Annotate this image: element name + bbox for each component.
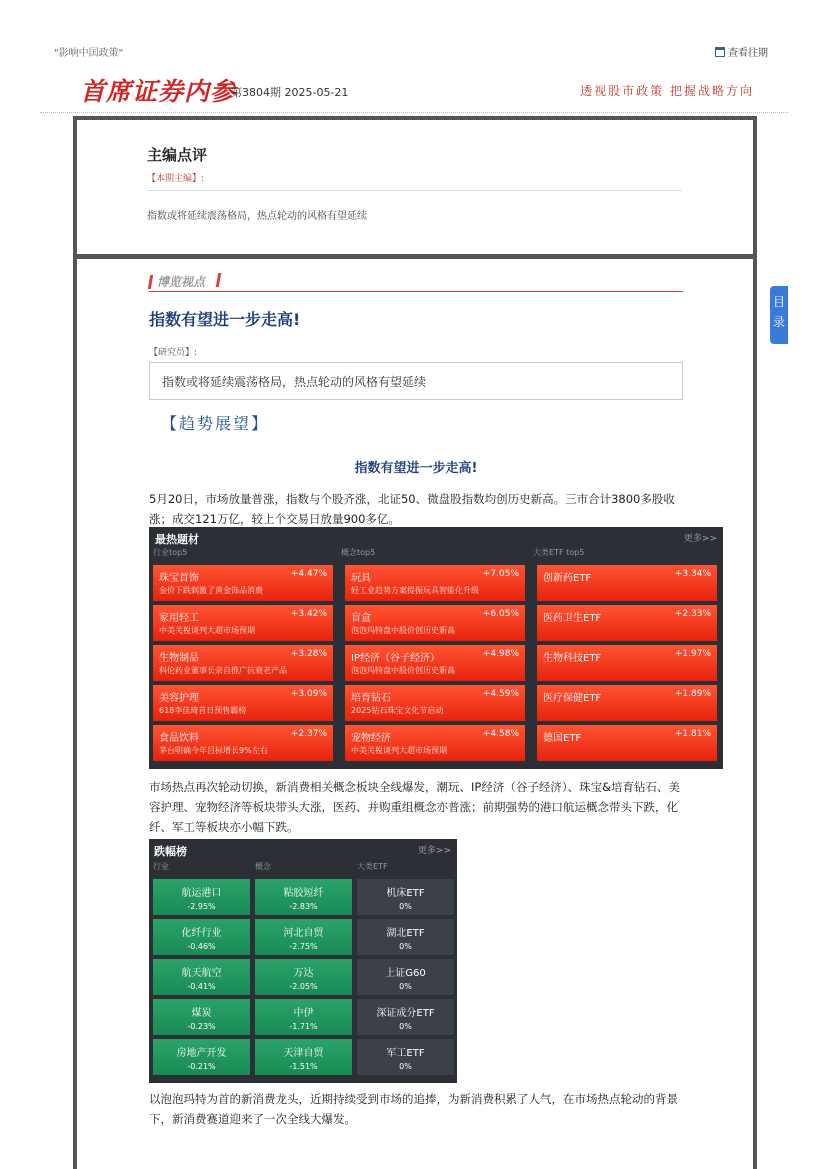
paragraph-2: 市场热点再次轮动切换，新消费相关概念板块全线爆发，潮玩、IP经济（谷子经济）、珠宝&培育钻石、美容护理、宠物经济等板块带头大涨，医药、并购重组概念亦普涨；前期强势的港口航运概念带头下跌，化纤、军工等板块亦小幅下跌。 xyxy=(149,780,681,834)
cell-percent: 0% xyxy=(399,1062,412,1071)
cell-name: 万达 xyxy=(293,968,314,979)
cell-percent: +3.28% xyxy=(290,649,327,659)
cell-name: 天津自贸 xyxy=(283,1048,324,1059)
drop-industry-cell[interactable] xyxy=(153,959,250,995)
drop-concept-cell[interactable] xyxy=(255,1039,352,1075)
drop-etf-cell[interactable] xyxy=(357,879,454,915)
cell-description: 中美关税谈判大超市场预期 xyxy=(159,626,255,635)
cell-percent: 0% xyxy=(399,1022,412,1031)
paragraph-3: 以泡泡玛特为首的新消费龙头，近期持续受到市场的追捧，为新消费积累了人气，在市场热点轮动的背景下，新消费赛道迎来了一次全线大爆发。 xyxy=(149,1092,678,1126)
cell-name: 航天航空 xyxy=(181,968,222,979)
section-tag: 博览视点 xyxy=(149,273,683,292)
cell-percent: -0.41% xyxy=(187,982,216,991)
cell-name: 盲盒 xyxy=(351,613,371,624)
researcher-label: 【研究员】: xyxy=(149,348,198,358)
cell-percent: +3.42% xyxy=(290,609,327,619)
drop-industry-cell[interactable] xyxy=(153,919,250,955)
cell-name: 医疗保健ETF xyxy=(543,693,602,704)
cell-percent: -1.71% xyxy=(289,1022,318,1031)
cell-percent: -2.05% xyxy=(289,982,318,991)
drop-concept-cell[interactable] xyxy=(255,919,352,955)
hot-concept-cell[interactable] xyxy=(345,685,525,721)
article-panel xyxy=(73,255,757,1169)
cell-percent: -0.21% xyxy=(187,1062,216,1071)
hot-etf-cell[interactable] xyxy=(537,725,717,761)
col-header-industry: 行业 xyxy=(153,862,169,871)
cell-name: 航运港口 xyxy=(181,888,222,899)
cell-name: 家用轻工 xyxy=(159,613,199,624)
hot-etf-cell[interactable] xyxy=(537,685,717,721)
hot-board-title: 最热题材 xyxy=(155,533,199,546)
cell-description: 中美关税谈判大超市场预期 xyxy=(351,746,447,755)
cell-name: 深证成分ETF xyxy=(376,1008,435,1019)
hot-industry-cell[interactable] xyxy=(153,725,333,761)
drop-etf-cell[interactable] xyxy=(357,919,454,955)
cell-percent: +2.37% xyxy=(290,729,327,739)
calendar-icon xyxy=(715,47,725,57)
cell-description: 泡泡玛特盘中股价创历史新高 xyxy=(351,626,455,635)
editor-comment-panel xyxy=(73,116,757,258)
cell-description: 2025钻石珠宝文化节启动 xyxy=(351,706,444,715)
cell-percent: -0.23% xyxy=(187,1022,216,1031)
hot-industry-cell[interactable] xyxy=(153,645,333,681)
hot-concept-cell[interactable] xyxy=(345,725,525,761)
cell-name: 粘胶短纤 xyxy=(283,888,324,899)
cell-name: 军工ETF xyxy=(386,1048,425,1059)
drop-board-more[interactable]: 更多>> xyxy=(417,846,451,856)
cell-name: 湖北ETF xyxy=(386,928,425,939)
col-header-concept: 概念 xyxy=(255,862,271,871)
hot-industry-cell[interactable] xyxy=(153,685,333,721)
cell-percent: -2.95% xyxy=(187,902,216,911)
header-divider xyxy=(40,112,788,113)
cell-percent: +3.34% xyxy=(674,569,711,579)
cell-name: 珠宝首饰 xyxy=(159,573,199,584)
cell-name: 美容护理 xyxy=(159,693,199,704)
hot-industry-cell[interactable] xyxy=(153,605,333,641)
cell-description: 茅台明确今年目标增长9%左右 xyxy=(159,746,268,755)
cell-description: 轻工业趋势方案提振玩具智能化升级 xyxy=(351,586,479,595)
cell-percent: -2.75% xyxy=(289,942,318,951)
drop-industry-cell[interactable] xyxy=(153,879,250,915)
hot-concept-cell[interactable] xyxy=(345,605,525,641)
cell-percent: +4.59% xyxy=(482,689,519,699)
cell-name: 上证G60 xyxy=(385,968,426,979)
cell-percent: 0% xyxy=(399,942,412,951)
cell-description: 泡泡玛特盘中股价创历史新高 xyxy=(351,666,455,675)
cell-description: 金价下跌刺激了黄金饰品消费 xyxy=(159,586,263,595)
cell-name: 房地产开发 xyxy=(176,1048,227,1059)
hot-concept-cell[interactable] xyxy=(345,645,525,681)
drop-board-title: 跌幅榜 xyxy=(154,845,187,858)
drop-concept-cell[interactable] xyxy=(255,879,352,915)
drop-industry-cell[interactable] xyxy=(153,1039,250,1075)
cell-name: 中伊 xyxy=(293,1008,314,1019)
cell-percent: +7.05% xyxy=(482,569,519,579)
drop-concept-cell[interactable] xyxy=(255,959,352,995)
article-summary-box: 指数或将延续震荡格局，热点轮动的风格有望延续 xyxy=(149,362,683,400)
hot-topics-board xyxy=(149,527,723,769)
paragraph-1: 5月20日，市场放量普涨，指数与个股齐涨，北证50、微盘股指数均创历史新高。三市合计3800多股收涨；成交121万亿，较上个交易日放量900多亿。 xyxy=(149,492,675,526)
drop-industry-cell[interactable] xyxy=(153,999,250,1035)
cell-name: 德国ETF xyxy=(543,733,582,744)
divider xyxy=(147,190,682,191)
cell-name: 化纤行业 xyxy=(181,928,222,939)
cell-percent: 0% xyxy=(399,982,412,991)
cell-percent: +6.05% xyxy=(482,609,519,619)
trend-heading: 【趋势展望】 xyxy=(161,414,270,433)
editor-summary: 指数或将延续震荡格局，热点轮动的风格有望延续 xyxy=(147,211,367,222)
col-header-concept: 概念top5 xyxy=(341,548,376,557)
col-header-industry: 行业top5 xyxy=(153,548,188,557)
cell-description: 科伦药业董事长亲自推广抗衰老产品 xyxy=(159,666,287,675)
cell-percent: +1.81% xyxy=(674,729,711,739)
cell-percent: +1.97% xyxy=(674,649,711,659)
history-label: 查看往期 xyxy=(728,48,768,59)
cell-percent: +3.09% xyxy=(290,689,327,699)
drop-etf-cell[interactable] xyxy=(357,1039,454,1075)
drop-etf-cell[interactable] xyxy=(357,999,454,1035)
cell-name: 创新药ETF xyxy=(543,573,592,584)
drop-concept-cell[interactable] xyxy=(255,999,352,1035)
col-header-etf: 大类ETF xyxy=(357,862,388,871)
logo: 首席证券内参 xyxy=(80,77,237,106)
hot-board-more[interactable]: 更多>> xyxy=(683,534,717,544)
cell-name: 机床ETF xyxy=(386,888,425,899)
cell-name: 河北自贸 xyxy=(283,928,324,939)
slogan-top: "影响中国政策" xyxy=(54,48,124,59)
cell-percent: +4.98% xyxy=(482,649,519,659)
hot-etf-cell[interactable] xyxy=(537,565,717,601)
cell-name: 医药卫生ETF xyxy=(543,613,602,624)
cell-name: 生物制品 xyxy=(159,653,199,664)
motto: 透视股市政策 把握战略方向 xyxy=(580,84,754,98)
cell-percent: -1.51% xyxy=(289,1062,318,1071)
editor-label: 【本期主编】: xyxy=(147,174,205,184)
cell-percent: +1.89% xyxy=(674,689,711,699)
editor-comment-title: 主编点评 xyxy=(147,146,208,164)
history-link[interactable] xyxy=(715,44,768,59)
cell-name: 宠物经济 xyxy=(351,733,391,744)
cell-name: 玩具 xyxy=(351,573,371,584)
drop-etf-cell[interactable] xyxy=(357,959,454,995)
cell-percent: 0% xyxy=(399,902,412,911)
cell-description: 618李佳琦首日预售霸榜 xyxy=(159,706,247,715)
cell-percent: +4.47% xyxy=(290,569,327,579)
cell-name: IP经济（谷子经济） xyxy=(351,653,440,664)
drop-board xyxy=(149,839,457,1083)
cell-percent: +4.58% xyxy=(482,729,519,739)
cell-percent: -2.83% xyxy=(289,902,318,911)
hot-etf-cell[interactable] xyxy=(537,605,717,641)
table-of-contents-tab[interactable]: 目录 xyxy=(770,286,788,344)
hot-etf-cell[interactable] xyxy=(537,645,717,681)
cell-name: 食品饮料 xyxy=(159,733,199,744)
cell-name: 生物科技ETF xyxy=(543,653,602,664)
col-header-etf: 大类ETF top5 xyxy=(533,548,585,557)
article-title: 指数有望进一步走高! xyxy=(149,310,301,329)
cell-percent: +2.33% xyxy=(674,609,711,619)
cell-name: 培育钻石 xyxy=(351,693,391,704)
hot-industry-cell[interactable] xyxy=(153,565,333,601)
issue-info: 第3804期 2025-05-21 xyxy=(231,86,349,99)
cell-name: 煤炭 xyxy=(191,1008,212,1019)
cell-percent: -0.46% xyxy=(187,942,216,951)
hot-concept-cell[interactable] xyxy=(345,565,525,601)
center-title: 指数有望进一步走高! xyxy=(354,461,478,476)
